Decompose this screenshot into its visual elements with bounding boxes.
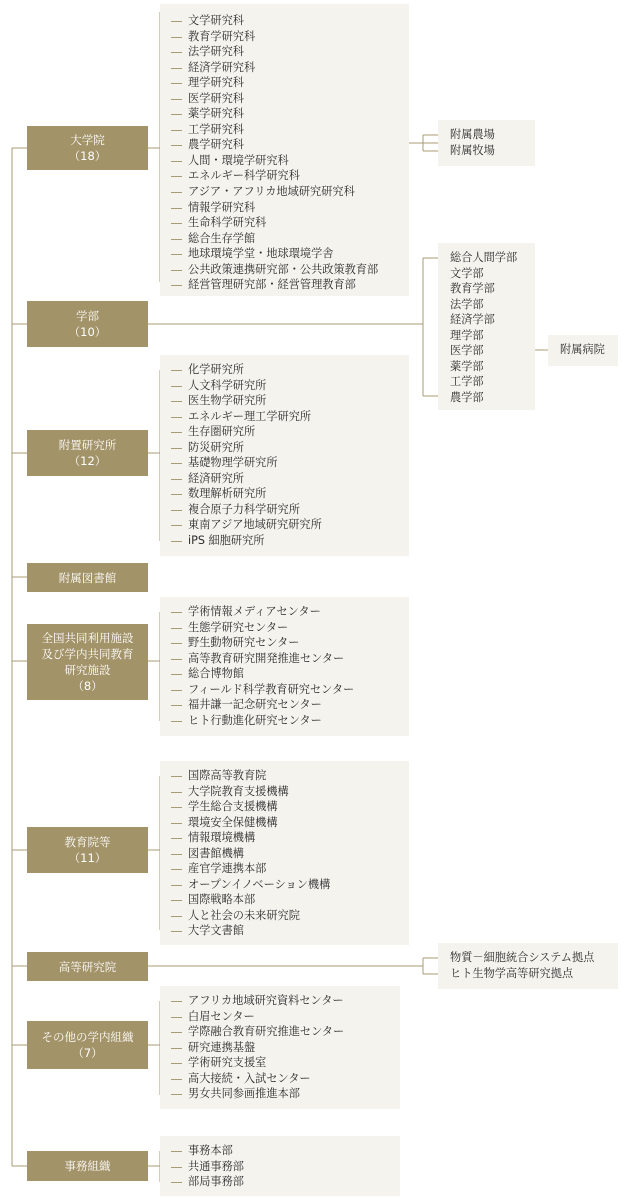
list-item: 文学研究科 [188,13,378,29]
unit-administration [27,1151,148,1181]
faculties-list [450,250,517,405]
list-item: 理学研究科 [188,75,378,91]
list-item: 法学研究科 [188,44,378,60]
list-item: 数理解析研究所 [188,486,322,502]
list-item: 経済学部 [450,313,495,327]
list-item: 法学部 [450,297,484,311]
list-item: iPS 細胞研究所 [188,533,322,549]
list-item: エネルギー科学研究科 [188,168,378,184]
list-item: 経済学研究科 [188,60,378,76]
list-item: 情報環境機構 [188,830,330,846]
list-item: 生命科学研究科 [188,215,378,231]
unit-count: （7） [72,1046,103,1060]
list-item: エネルギー理工学研究所 [188,409,322,425]
list-item: 附属牧場 [450,143,495,157]
list-item: 基礎物理学研究所 [188,455,322,471]
list-item: 学術情報メディアセンター [188,604,354,620]
education-institutes-list [188,768,330,939]
advanced-study-list [450,950,594,981]
list-item: 物質－細胞統合システム拠点 [450,951,595,964]
list-item: 産官学連携本部 [188,861,330,877]
list-item: 農学部 [450,390,484,404]
unit-label: 附置研究所 [58,438,117,452]
faculties-panel [438,243,535,410]
list-item: アフリカ地域研究資料センター [188,994,344,1007]
unit-advanced-study [27,952,148,981]
list-item: 研究連携基盤 [188,1040,344,1056]
list-item: 工学部 [450,375,484,389]
unit-label: 学部 [76,309,99,323]
list-item: 国際高等教育院 [188,768,330,784]
unit-label: 事務組織 [64,1159,111,1173]
graduate-schools-panel [160,4,409,296]
list-item: 附属病院 [560,343,605,356]
list-item: 総合博物館 [188,666,354,682]
list-item: 理学部 [450,328,484,342]
unit-label-line: 研究施設 [64,663,111,677]
list-item: 福井謙一記念研究センター [188,697,354,713]
list-item: 大学文書館 [188,923,330,939]
unit-research-institutes [27,430,148,476]
advanced-study-panel [438,943,618,989]
research-institutes-list [188,362,322,549]
research-institutes-panel [160,355,409,556]
list-item: 人文科学研究所 [188,378,322,394]
list-item: フィールド科学教育研究センター [188,682,355,696]
list-item: 地球環境学堂・地球環境学舎 [188,246,378,262]
list-item: 農学研究科 [188,137,378,153]
list-item: 東南アジア地域研究研究所 [188,518,322,532]
unit-graduate-schools [27,126,148,170]
list-item: 環境安全保健機構 [188,815,330,831]
administration-panel [160,1136,400,1196]
unit-label: 教育院等 [64,835,111,849]
list-item: 医学研究科 [188,91,378,107]
list-item: 学際融合教育研究推進センター [188,1025,345,1039]
other-organizations-list [188,993,344,1102]
agriculture-affiliates-list [450,127,495,158]
list-item: 白眉センター [188,1009,344,1025]
unit-faculties [27,301,148,347]
unit-label-line: 及び学内共同教育 [41,647,134,661]
list-item: 経済研究所 [188,471,322,487]
education-institutes-panel [160,761,409,945]
agriculture-affiliates-panel [438,120,535,166]
list-item: 生態学研究センター [188,620,354,636]
list-item: ヒト行動進化研究センター [188,713,354,729]
list-item: 薬学部 [450,359,484,373]
list-item: 総合生存学館 [188,231,378,247]
list-item: 人間・環境学研究科 [188,153,378,169]
list-item: 高等教育研究開発推進センター [188,651,354,667]
graduate-schools-list [188,13,378,293]
hospital-list [560,342,605,358]
list-item: 事務本部 [188,1143,244,1159]
list-item: 野生動物研究センター [188,635,354,651]
unit-label: 高等研究院 [58,959,117,974]
list-item: 化学研究所 [188,362,322,378]
unit-label-line: 全国共同利用施設 [41,631,134,645]
list-item: 総合人間学部 [450,251,518,264]
unit-label: その他の学内組織 [41,1030,134,1044]
list-item: 男女共同参画推進本部 [188,1086,344,1102]
list-item: 工学研究科 [188,122,378,138]
list-item: ヒト生物学高等研究拠点 [450,966,574,980]
list-item: 大学院教育支援機構 [188,784,330,800]
unit-count: （11） [68,851,107,865]
list-item: 図書館機構 [188,846,330,862]
unit-library [27,563,148,592]
unit-joint-facilities [27,624,148,700]
list-item: 経営管理研究部・経営管理教育部 [188,277,378,293]
list-item: 医生物学研究所 [188,393,322,409]
list-item: 共通事務部 [188,1159,244,1173]
list-item: 情報学研究科 [188,200,378,216]
list-item: 複合原子力科学研究所 [188,502,322,518]
list-item: アジア・アフリカ地域研究研究科 [188,184,378,200]
list-item: 部局事務部 [188,1175,244,1189]
list-item: 学生総合支援機構 [188,799,330,815]
unit-education-institutes [27,827,148,873]
unit-label: 大学院 [70,133,105,147]
list-item: 薬学研究科 [188,106,378,122]
list-item: 国際戦略本部 [188,892,330,908]
administration-list [188,1143,244,1190]
list-item: 公共政策連携研究部・公共政策教育部 [188,262,379,276]
list-item: 学術研究支援室 [188,1055,344,1071]
unit-other-organizations [27,1021,148,1069]
unit-count: （10） [68,325,107,339]
list-item: 医学部 [450,344,484,358]
unit-count: （18） [68,149,107,163]
list-item: 生存圏研究所 [188,424,322,440]
list-item: 文学部 [450,266,484,280]
list-item: オープンイノベーション機構 [188,877,331,891]
other-organizations-panel [160,986,400,1109]
list-item: 教育学部 [450,282,495,296]
list-item: 高大接続・入試センター [188,1071,344,1087]
joint-facilities-panel [160,597,409,736]
list-item: 人と社会の未来研究院 [188,908,330,924]
unit-count: （8） [72,679,103,693]
hospital-panel [548,335,618,366]
list-item: 附属農場 [450,128,495,141]
unit-label: 附属図書館 [58,570,117,585]
joint-facilities-list [188,604,354,728]
list-item: 教育学研究科 [188,29,378,45]
list-item: 防災研究所 [188,440,322,456]
unit-count: （12） [68,454,107,468]
